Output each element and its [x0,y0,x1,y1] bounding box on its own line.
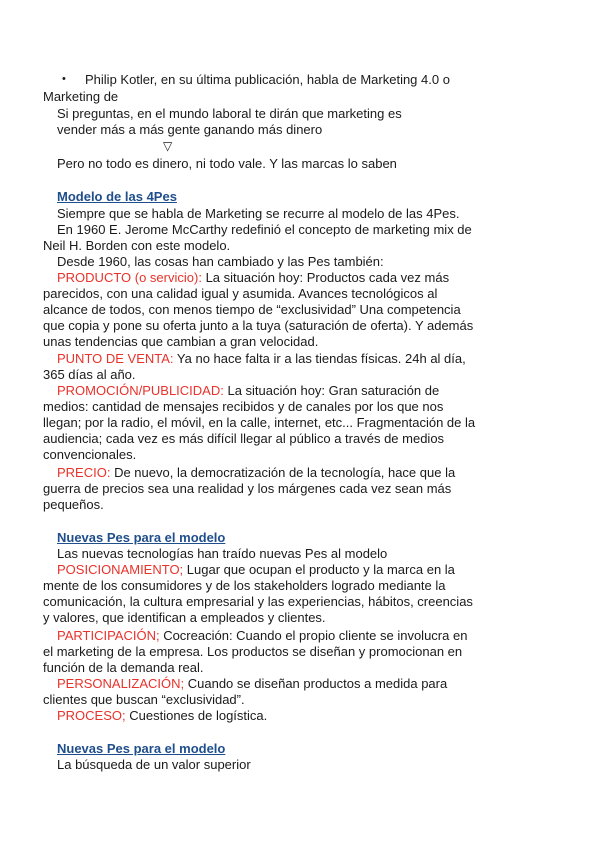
pers-label: PERSONALIZACIÓN; [57,676,185,691]
producto-label: PRODUCTO (o servicio): [57,270,202,285]
proc-line-1 [57,708,267,724]
part-line-1 [57,628,467,644]
s1-paragraph-1: Siempre que se habla de Marketing se recurre al modelo de las 4Pes. [57,206,460,221]
producto-text: La situación hoy: Productos cada vez más [201,270,450,285]
part-text: Cocreación: Cuando el propio cliente se involucra en [159,628,468,643]
promo-line-3: llegan; por la radio, el móvil, en la calle, internet, etc... Fragmentación de la [43,415,476,430]
s2-paragraph-1: Las nuevas tecnologías han traído nuevas Pes al modelo [57,546,388,561]
intro-line-3: Si preguntas, en el mundo laboral te dirán que marketing es [57,106,402,121]
punto-line-2: 365 días al año. [43,367,136,382]
intro-line-5: Pero no todo es dinero, ni todo vale. Y las marcas lo saben [57,156,397,171]
proc-text: Cuestiones de logística. [125,708,268,723]
punto-text: Ya no hace falta ir a las tiendas físicas. 24h al día, [173,351,466,366]
section-heading-nuevas-pes-2: Nuevas Pes para el modelo [57,741,226,756]
s3-paragraph-1: La búsqueda de un valor superior [57,757,251,772]
promo-text: La situación hoy: Gran saturación de [223,383,440,398]
producto-line-5: unas tendencias que cambian a gran velocidad. [43,334,319,349]
section-heading-4pes: Modelo de las 4Pes [57,189,177,204]
s1-paragraph-3: Desde 1960, las cosas han cambiado y las Pes también: [57,254,384,269]
promo-line-2: medios: cantidad de mensajes recibidos y de canales por los que nos [43,399,444,414]
precio-line-3: pequeños. [43,497,104,512]
pos-label: POSICIONAMIENTO; [57,562,184,577]
promo-line-1 [57,383,439,399]
pers-line-1 [57,676,447,692]
pos-line-4: y valores, que identifican a empleados y clientes. [43,610,326,625]
producto-line-3: alcance de todos, con menos tiempo de “exclusividad” Una competencia [43,302,461,317]
down-arrow-icon: ▽ [163,139,173,153]
intro-line-4: vender más a más gente ganando más dinero [57,122,323,137]
section-heading-nuevas-pes: Nuevas Pes para el modelo [57,530,226,545]
intro-bullet-line-1: Philip Kotler, en su última publicación, habla de Marketing 4.0 o [85,72,450,87]
pos-line-3: comunicación, la cultura empresarial y las experiencias, hábitos, creencias [43,594,473,609]
s1-paragraph-2-line-2: Neil H. Borden con este modelo. [43,238,231,253]
producto-line-2: parecidos, con una calidad igual y asumida. Avances tecnológicos al [43,286,438,301]
pos-line-1 [57,562,455,578]
precio-line-1 [57,465,455,481]
punto-line-1 [57,351,466,367]
producto-line-4: que copia y pone su oferta junto a la tuya (saturación de oferta). Y además [43,318,474,333]
bullet-marker: • [62,73,66,85]
precio-label: PRECIO: [57,465,111,480]
proc-label: PROCESO; [57,708,126,723]
part-line-3: función de la demanda real. [43,660,204,675]
pos-line-2: mente de los consumidores y de los stakeholders logrado mediante la [43,578,446,593]
intro-bullet-line-2: Marketing de [43,89,119,104]
promo-label: PROMOCIÓN/PUBLICIDAD: [57,383,224,398]
part-label: PARTICIPACIÓN; [57,628,160,643]
part-line-2: el marketing de la empresa. Los productos se diseñan y promocionan en [43,644,463,659]
precio-text: De nuevo, la democratización de la tecnología, hace que la [110,465,456,480]
promo-line-5: convencionales. [43,447,137,462]
s1-paragraph-2-line-1: En 1960 E. Jerome McCarthy redefinió el concepto de marketing mix de [57,222,472,237]
punto-label: PUNTO DE VENTA: [57,351,174,366]
precio-line-2: guerra de precios sea una realidad y los márgenes cada vez sean más [43,481,452,496]
pers-text: Cuando se diseñan productos a medida para [184,676,448,691]
producto-line-1 [57,270,449,286]
pers-line-2: clientes que buscan “exclusividad”. [43,692,245,707]
promo-line-4: audiencia; cada vez es más difícil llegar al público a través de medios [43,431,445,446]
pos-text: Lugar que ocupan el producto y la marca en la [183,562,455,577]
